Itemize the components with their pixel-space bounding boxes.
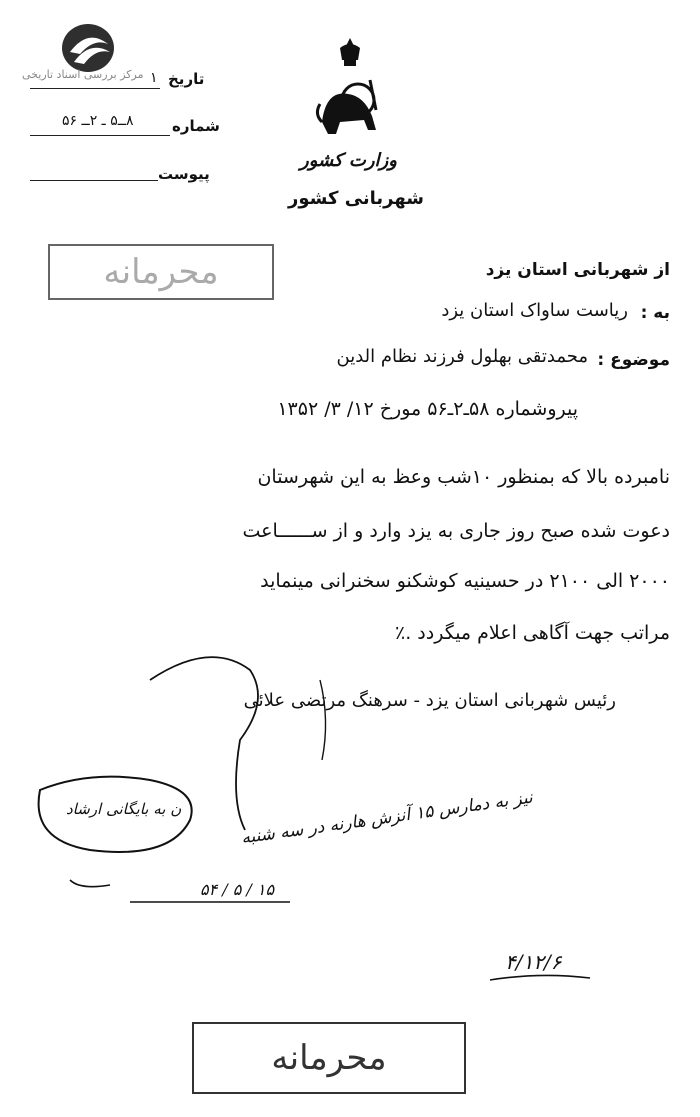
subject-value: محمدتقی بهلول فرزند نظام الدین [336, 346, 588, 367]
handwritten-note-line: نیز به دمارس ۱۵ آنزش هارنه در سه شنبه [240, 787, 534, 849]
subject-label: موضوع : [597, 350, 670, 370]
handwritten-note-circle: ن به بایگانی ارشاد [66, 800, 182, 818]
number-label: شماره [172, 117, 220, 135]
office-title: شهربانی کشور [288, 188, 424, 209]
body-line-2: دعوت شده صبح روز جاری به یزد وارد و از ســــــاعت [242, 520, 670, 542]
to-label: به : [640, 303, 670, 323]
date-value: ۱ [150, 70, 158, 86]
signature-line: رئیس شهربانی استان یزد - سرهنگ مرتضی علائی [243, 690, 616, 711]
confidential-stamp-bottom: محرمانه [192, 1022, 466, 1094]
letter-from: از شهربانی استان یزد [485, 260, 670, 280]
number-value: ۸ــ۵ ـ ۲ــ ۵۶ [62, 113, 134, 129]
handwritten-date: ۱۵ / ۵ / ۵۴ [200, 880, 275, 899]
handwritten-code: ۴/۱۲/۶ [505, 950, 562, 974]
reference-line: پیروشماره ۵۸ـ۲ـ۵۶ مورخ ۱۲/ ۳/ ۱۳۵۲ [277, 398, 578, 420]
date-label: تاریخ [168, 70, 205, 88]
attachment-label: پیوست [158, 165, 210, 183]
body-line-1: نامبرده بالا که بمنظور ۱۰شب وعظ به این شهرستان [257, 466, 670, 488]
body-line-3: ۲۰۰۰ الی ۲۱۰۰ در حسینیه کوشکنو سخنرانی مینماید [260, 570, 670, 592]
to-value: ریاست ساواک استان یزد [441, 300, 628, 321]
logo-caption: مرکز بررسی اسناد تاریخی [22, 68, 144, 81]
confidential-stamp-top: محرمانه [48, 244, 274, 300]
body-line-4: مراتب جهت آگاهی اعلام میگردد .٪ [395, 622, 670, 644]
ministry-title: وزارت کشور [300, 150, 397, 171]
